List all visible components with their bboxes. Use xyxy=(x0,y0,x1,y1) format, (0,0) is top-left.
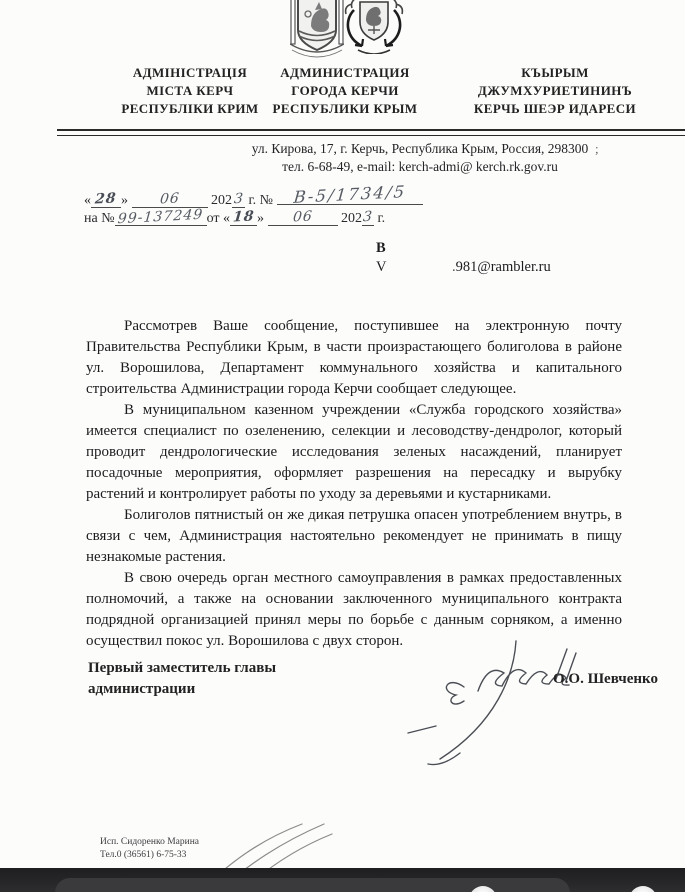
incoming-month-blank xyxy=(268,210,338,226)
body-paragraph: В свою очередь орган местного самоуправления в рамках предоставленных полномочий, а также на основании заключенного муниципального контракта подрядной организацией принял меры по борьбе с данным сорняком, а именно осуществил покос ул. Ворошилова с двух сторон. xyxy=(86,570,622,649)
handwritten-signature xyxy=(398,633,588,778)
email-text: 981@rambler.ru xyxy=(455,258,551,275)
recipient-email xyxy=(452,258,551,277)
letterhead-line: РЕСПУБЛИКИ КРЫМ xyxy=(272,101,418,116)
letterhead-line: КЪЫРЫМ xyxy=(521,65,589,80)
letterhead-line: АДМІНІСТРАЦІЯ xyxy=(132,65,248,80)
letterhead-russian xyxy=(258,64,432,118)
kerch-coat-of-arms-icon xyxy=(344,0,404,54)
incoming-year-blank xyxy=(362,210,374,226)
day-blank xyxy=(91,192,121,208)
reference-prefix: на № xyxy=(84,211,115,226)
signer-title-line: Первый заместитель главы xyxy=(88,660,277,676)
month-blank xyxy=(132,192,208,208)
letterhead-line: ДЖУМХУРИЕТИНИНЪ xyxy=(477,83,633,98)
signer-name: О.О. Шевченко xyxy=(553,671,658,687)
recipient-block xyxy=(376,239,551,275)
contact-block xyxy=(200,140,640,175)
handwritten-incoming-month: 06 xyxy=(291,208,314,226)
recipient-initial-latin: V xyxy=(376,258,387,275)
signer-title xyxy=(88,658,276,700)
year-printed: 202 xyxy=(211,193,232,208)
signer-title-line: администрации xyxy=(88,681,196,697)
letterhead-crimean-tatar xyxy=(438,64,672,118)
body-paragraph: В муниципальном казенном учреждении «Служба городского хозяйства» имеется специалист по озеленению, селекции и лесоводству-дендролог, который проводит дендрологические исследования зеленых насаждений, планирует посадочные мероприятия, оформляет разрешения на пересадку и вырубку растений и контролирует работы по уходу за деревьями и кустарниками. xyxy=(86,402,622,502)
handwritten-incoming-day: 18 xyxy=(231,208,256,226)
executor-name: Исп. Сидоренко Марина xyxy=(100,837,200,847)
handwritten-outgoing-number: В-5/1734/5 xyxy=(292,182,407,207)
body-paragraph: Рассмотрев Ваше сообщение, поступившее на электронную почту Правительства Республики Крым, в части произрастающего болиголова в районе ул. Ворошилова, Департамент коммунального хозяйства и капитального строительства Администрации города Керчи сообщает следующее. xyxy=(86,318,622,397)
year-label: г. xyxy=(377,211,386,226)
phone-email-line: тел. 6-68-49, e-mail: kerch-admi@ kerch.rk.gov.ru xyxy=(282,158,558,174)
body-paragraph: Болиголов пятнистый он же дикая петрушка опасен употреблением внутрь, в связи с чем, Администрация настоятельно рекомендует не принимать в пищу незнакомые растения. xyxy=(86,507,622,565)
crimea-coat-of-arms-icon xyxy=(290,0,344,58)
year-number-label: г. № xyxy=(248,193,274,208)
letterhead-line: МІСТА КЕРЧ xyxy=(146,83,234,98)
scan-noise-mark: ; xyxy=(595,141,599,156)
letterhead-line: РЕСПУБЛІКИ КРИМ xyxy=(121,101,259,116)
redaction-dot: . xyxy=(452,258,456,275)
close-quote: » xyxy=(121,193,128,208)
open-quote: « xyxy=(84,193,91,208)
handwritten-year-digit: 3 xyxy=(232,190,245,208)
dock-circle-button[interactable] xyxy=(629,886,657,892)
handwritten-incoming-number: 99-137249 xyxy=(117,206,205,228)
incoming-number-blank xyxy=(115,206,207,228)
close-quote: » xyxy=(257,211,265,226)
recipient-initial-cyrillic: В xyxy=(376,240,386,256)
outgoing-number-line xyxy=(84,182,423,209)
letter-body xyxy=(86,316,622,652)
letterhead-line: АДМИНИСТРАЦИЯ xyxy=(280,65,410,80)
header-divider xyxy=(57,129,685,136)
handwritten-month: 06 xyxy=(158,190,181,208)
handwritten-day: 28 xyxy=(94,190,118,208)
number-blank xyxy=(277,182,423,207)
year-blank xyxy=(232,192,245,208)
letterhead-line: ГОРОДА КЕРЧИ xyxy=(291,83,399,98)
letterhead-line: КЕРЧЬ ШЕЭР ИДАРЕСИ xyxy=(473,101,637,116)
incoming-reference-line xyxy=(84,206,386,228)
address-line: ул. Кирова, 17, г. Керчь, Республика Крым, Россия, 298300 xyxy=(251,141,589,156)
year-printed: 202 xyxy=(341,211,363,226)
from-label: от « xyxy=(206,211,231,226)
handwritten-incoming-year-digit: 3 xyxy=(362,208,374,226)
incoming-day-blank xyxy=(230,210,257,226)
executor-phone: Тел.0 (36561) 6-75-33 xyxy=(100,849,187,860)
viewer-bottom-bar xyxy=(0,868,685,892)
